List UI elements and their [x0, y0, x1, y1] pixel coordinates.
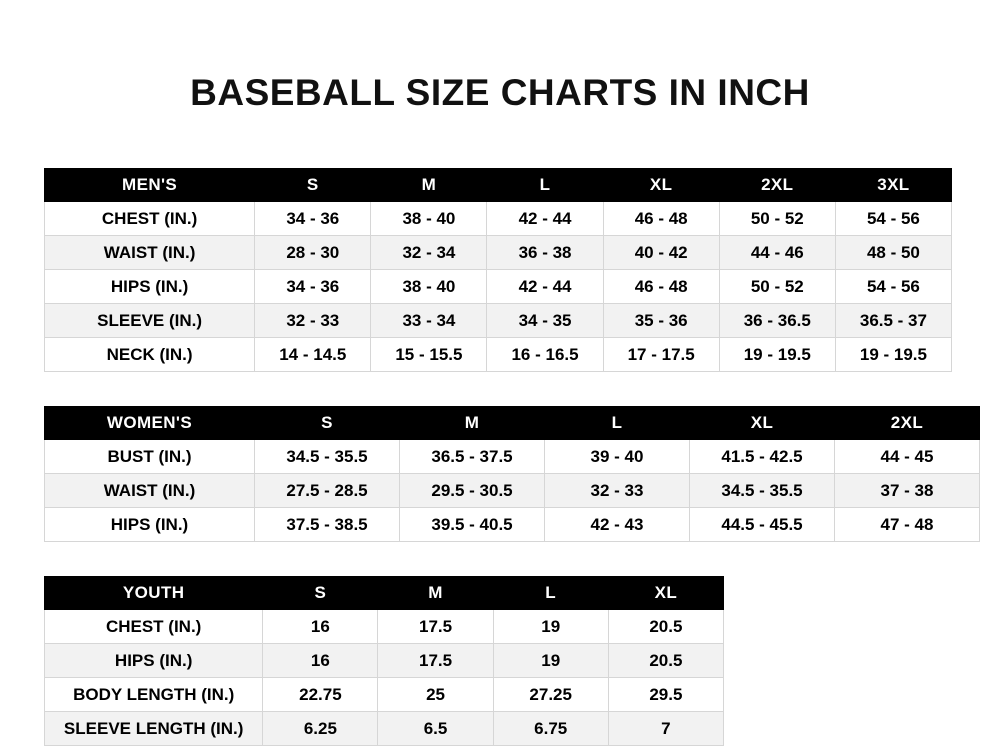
cell-value: 42 - 43 [545, 508, 690, 542]
mens-table-header [45, 169, 952, 202]
cell-value: 54 - 56 [835, 270, 951, 304]
mens-header-2xl: 2XL [719, 169, 835, 202]
mens-header-s: S [255, 169, 371, 202]
cell-value: 16 [263, 610, 378, 644]
table-header-row [45, 169, 952, 202]
cell-value: 44.5 - 45.5 [690, 508, 835, 542]
cell-value: 16 - 16.5 [487, 338, 603, 372]
womens-header-s: S [255, 407, 400, 440]
table-row [45, 236, 952, 270]
cell-value: 37 - 38 [835, 474, 980, 508]
womens-table-header [45, 407, 980, 440]
cell-value: 40 - 42 [603, 236, 719, 270]
cell-value: 29.5 [608, 678, 723, 712]
cell-value: 41.5 - 42.5 [690, 440, 835, 474]
womens-header-l: L [545, 407, 690, 440]
cell-value: 27.25 [493, 678, 608, 712]
cell-value: 39 - 40 [545, 440, 690, 474]
cell-value: 19 - 19.5 [719, 338, 835, 372]
table-row [45, 678, 724, 712]
table-row [45, 712, 724, 746]
table-header-row [45, 407, 980, 440]
womens-header-2xl: 2XL [835, 407, 980, 440]
cell-value: 37.5 - 38.5 [255, 508, 400, 542]
cell-value: 46 - 48 [603, 202, 719, 236]
mens-size-table [44, 168, 952, 372]
cell-value: 33 - 34 [371, 304, 487, 338]
cell-value: 17 - 17.5 [603, 338, 719, 372]
cell-value: 25 [378, 678, 493, 712]
youth-header-s: S [263, 577, 378, 610]
mens-header-3xl: 3XL [835, 169, 951, 202]
youth-header-xl: XL [608, 577, 723, 610]
cell-value: 36.5 - 37 [835, 304, 951, 338]
womens-header-category: WOMEN'S [45, 407, 255, 440]
tables-container [0, 168, 1000, 746]
youth-header-category: YOUTH [45, 577, 263, 610]
table-row [45, 270, 952, 304]
table-row [45, 304, 952, 338]
cell-value: 17.5 [378, 610, 493, 644]
youth-header-m: M [378, 577, 493, 610]
cell-value: 14 - 14.5 [255, 338, 371, 372]
mens-header-l: L [487, 169, 603, 202]
womens-size-table [44, 406, 980, 542]
cell-value: 17.5 [378, 644, 493, 678]
row-label: BUST (IN.) [45, 440, 255, 474]
cell-value: 19 - 19.5 [835, 338, 951, 372]
cell-value: 34 - 35 [487, 304, 603, 338]
youth-table-body [45, 610, 724, 746]
cell-value: 32 - 34 [371, 236, 487, 270]
cell-value: 27.5 - 28.5 [255, 474, 400, 508]
cell-value: 34.5 - 35.5 [690, 474, 835, 508]
cell-value: 34 - 36 [255, 202, 371, 236]
row-label: WAIST (IN.) [45, 474, 255, 508]
row-label: HIPS (IN.) [45, 508, 255, 542]
cell-value: 6.5 [378, 712, 493, 746]
row-label: SLEEVE (IN.) [45, 304, 255, 338]
row-label: NECK (IN.) [45, 338, 255, 372]
cell-value: 29.5 - 30.5 [400, 474, 545, 508]
cell-value: 28 - 30 [255, 236, 371, 270]
womens-header-m: M [400, 407, 545, 440]
cell-value: 48 - 50 [835, 236, 951, 270]
cell-value: 22.75 [263, 678, 378, 712]
cell-value: 54 - 56 [835, 202, 951, 236]
cell-value: 20.5 [608, 610, 723, 644]
table-header-row [45, 577, 724, 610]
cell-value: 47 - 48 [835, 508, 980, 542]
cell-value: 36.5 - 37.5 [400, 440, 545, 474]
cell-value: 35 - 36 [603, 304, 719, 338]
cell-value: 7 [608, 712, 723, 746]
cell-value: 6.75 [493, 712, 608, 746]
table-row [45, 474, 980, 508]
table-row [45, 508, 980, 542]
cell-value: 38 - 40 [371, 202, 487, 236]
cell-value: 44 - 46 [719, 236, 835, 270]
cell-value: 16 [263, 644, 378, 678]
cell-value: 42 - 44 [487, 270, 603, 304]
youth-header-l: L [493, 577, 608, 610]
row-label: SLEEVE LENGTH (IN.) [45, 712, 263, 746]
cell-value: 32 - 33 [255, 304, 371, 338]
cell-value: 42 - 44 [487, 202, 603, 236]
row-label: HIPS (IN.) [45, 270, 255, 304]
row-label: CHEST (IN.) [45, 610, 263, 644]
cell-value: 50 - 52 [719, 270, 835, 304]
row-label: WAIST (IN.) [45, 236, 255, 270]
cell-value: 39.5 - 40.5 [400, 508, 545, 542]
mens-header-m: M [371, 169, 487, 202]
mens-table-body [45, 202, 952, 372]
table-row [45, 338, 952, 372]
table-row [45, 644, 724, 678]
cell-value: 34.5 - 35.5 [255, 440, 400, 474]
row-label: HIPS (IN.) [45, 644, 263, 678]
cell-value: 19 [493, 610, 608, 644]
womens-table-body [45, 440, 980, 542]
youth-size-table [44, 576, 724, 746]
cell-value: 6.25 [263, 712, 378, 746]
row-label: BODY LENGTH (IN.) [45, 678, 263, 712]
table-row [45, 610, 724, 644]
cell-value: 19 [493, 644, 608, 678]
cell-value: 38 - 40 [371, 270, 487, 304]
cell-value: 50 - 52 [719, 202, 835, 236]
table-row [45, 440, 980, 474]
cell-value: 46 - 48 [603, 270, 719, 304]
page-title: BASEBALL SIZE CHARTS IN INCH [190, 72, 810, 113]
cell-value: 32 - 33 [545, 474, 690, 508]
mens-header-xl: XL [603, 169, 719, 202]
cell-value: 20.5 [608, 644, 723, 678]
youth-table-header [45, 577, 724, 610]
mens-header-category: MEN'S [45, 169, 255, 202]
cell-value: 36 - 38 [487, 236, 603, 270]
row-label: CHEST (IN.) [45, 202, 255, 236]
cell-value: 34 - 36 [255, 270, 371, 304]
cell-value: 36 - 36.5 [719, 304, 835, 338]
womens-header-xl: XL [690, 407, 835, 440]
cell-value: 44 - 45 [835, 440, 980, 474]
table-row [45, 202, 952, 236]
cell-value: 15 - 15.5 [371, 338, 487, 372]
